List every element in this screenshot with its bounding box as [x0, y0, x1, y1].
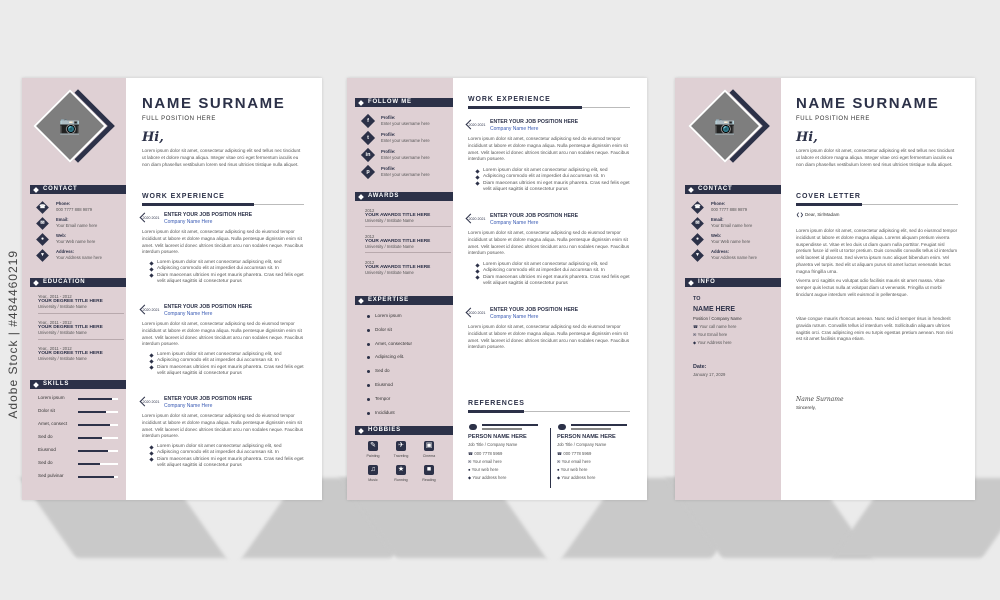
email-icon: ✉ [557, 459, 561, 464]
job-description: Lorem ipsum dolor sit amet, consectetur adipiscing sed do eiusmod tempor incididunt ut labore et dolore magna aliqua. Nulla pentesque dignissim enim sit amet. Velit laoreet id donec ultrices tincidunt arcu non sodales neque. Faucibus interdum posuere. [142, 229, 304, 255]
heading-rule [142, 203, 254, 206]
bullet-dot [367, 315, 370, 318]
bullet-item: Adipiscing commodo elit at imperdiet dui accumsan sit. In [148, 266, 304, 272]
contact-value: 000 7777 888 9879 [711, 207, 748, 212]
candidate-name: NAME SURNAME [142, 95, 286, 112]
camera-icon: 📷 [714, 116, 736, 135]
skill-level [78, 463, 100, 465]
contact-value: Your Web name here [56, 239, 96, 244]
award-year: 2012 [365, 234, 375, 239]
reference-phone: ☎ 000 7778 5969 [468, 451, 503, 456]
expertise-label: Sed do [375, 368, 390, 374]
facebook-icon[interactable]: f [361, 114, 375, 128]
email-icon: ✉ [693, 332, 697, 337]
resume-page-1 [22, 78, 322, 500]
info-heading: INFO [685, 278, 781, 287]
candidate-name: NAME SURNAME [796, 95, 940, 112]
hobby-label: Cinema [422, 454, 436, 458]
twitter-icon[interactable]: t [361, 131, 375, 145]
letter-paragraph: Lorem ipsum dolor sit amet, consectetur adipiscing elit, sed do eiusmod tempor incididunt ut labore et dolore magna aliqua. Lorems aliquam pretium viverra suspendisse ut. Vitae et leo duis ut diam quam nulla porttitor. Feugiat nisl pretium fusce id velit ut tortor pretium. Duis convallis convallis tellus id interdum velit laoreet id placerat. Sed viverra ipsum nunc aliquet bibendum enim. Vel pharetra vel turpis. Sed elit ut aliquam purus sit amet luctus venenatis lectus magna fringilla urna. [796, 228, 958, 274]
education-degree: YOUR DEGREE TITLE HERE [38, 299, 103, 304]
award-school: University / Institute Name [365, 270, 414, 275]
email-icon: ✉ [36, 217, 49, 230]
job-entry [468, 212, 630, 306]
phone-icon: ☎ [468, 451, 474, 456]
job-entry [468, 306, 630, 400]
awards-heading: AWARDS [355, 192, 453, 201]
contact-label: Phone: [711, 201, 726, 206]
chat-bubble-icon [558, 424, 566, 430]
education-year: Year,, 2011 - 2012 [38, 294, 72, 299]
work-experience-heading: WORK EXPERIENCE [468, 96, 551, 103]
skill-name: Amet, consect [38, 421, 68, 426]
award-title: YOUR AWARDS TITLE HERE [365, 265, 431, 270]
bullet-item: Lorem ipsum dolor sit amet consectetur adipiscing elit, sed [148, 352, 304, 358]
social-username: Enter your username here [381, 155, 430, 160]
contact-item [36, 217, 126, 233]
hobbies-heading: HOBBIES [355, 426, 453, 435]
reference-web: ● Your web here [557, 467, 588, 472]
contact-label: Email: [711, 217, 724, 222]
award-school: University / Institute Name [365, 244, 414, 249]
chat-bubble-icon [469, 424, 477, 430]
hobby-label: Music [368, 478, 378, 482]
book-icon: ■ [424, 465, 434, 475]
contact-item [36, 249, 126, 265]
location-pin-icon: ◆ [557, 475, 561, 480]
recipient-email: ✉ Your Email here [693, 332, 728, 337]
social-label: Profile: [381, 115, 396, 120]
expertise-item [365, 381, 451, 395]
job-title: ENTER YOUR JOB POSITION HERE [490, 213, 579, 219]
social-username: Enter your username here [381, 172, 430, 177]
sincerely: Sincerely, [796, 405, 816, 410]
skill-name: Sed do [38, 434, 53, 439]
expertise-item [365, 326, 451, 340]
skill-level [78, 437, 102, 439]
cover-letter-heading: COVER LETTER [796, 193, 861, 200]
social-username: Enter your username here [381, 121, 430, 126]
skill-bar [78, 450, 118, 452]
bullet-dot [367, 356, 370, 359]
expertise-list [365, 312, 451, 422]
skill-name: Lorem ipsum [38, 395, 65, 400]
job-bullets [148, 352, 304, 378]
skill-bar [78, 398, 118, 400]
job-title: ENTER YOUR JOB POSITION HERE [490, 307, 579, 313]
job-title: ENTER YOUR JOB POSITION HERE [164, 304, 253, 310]
social-item [359, 114, 451, 131]
contact-label: Phone: [56, 201, 71, 206]
candidate-position: FULL POSITION HERE [142, 116, 216, 122]
skill-name: Eiusmod [38, 447, 56, 452]
award-title: YOUR AWARDS TITLE HERE [365, 213, 431, 218]
skill-item [38, 459, 124, 472]
expertise-item [365, 367, 451, 381]
job-description: Lorem ipsum dolor sit amet, consectetur adipiscing sed do eiusmod tempor incididunt ut labore et dolore magna aliqua. Nulla pentesque dignissim enim sit amet. Velit laoreet id donec ultrices tincidunt arcu non sodales neque. Faucibus interdum posuere. [142, 413, 304, 439]
job-entry [142, 395, 304, 487]
education-year: Year,, 2011 - 2012 [38, 320, 72, 325]
company-name: Company Name Here [490, 220, 539, 226]
divider [365, 226, 451, 227]
recipient-name: NAME HERE [693, 306, 736, 313]
education-item [38, 294, 124, 320]
skill-bar [78, 476, 118, 478]
reference-address: ◆ Your address here [557, 475, 596, 480]
reference-web: ● Your web here [468, 467, 499, 472]
skill-item [38, 446, 124, 459]
decor-line [571, 428, 611, 430]
date-label: Date: [693, 364, 707, 370]
job-bullets [148, 444, 304, 470]
job-entries [142, 211, 304, 487]
job-year-tag: 2020 2021 [468, 214, 486, 224]
expertise-heading: EXPERTISE [355, 296, 453, 305]
skill-item [38, 472, 124, 485]
decor-line [482, 428, 522, 430]
contact-value: Your Address name here [56, 255, 102, 260]
resume-page-2 [347, 78, 647, 500]
expertise-label: Amet, consectetur [375, 340, 413, 346]
expertise-label: Adipiscing elit. [375, 354, 405, 360]
reference-email: ✉ Your email here [557, 459, 591, 464]
award-year: 2012 [365, 208, 375, 213]
hobby-label: Traveling [393, 454, 409, 458]
reference-name: PERSON NAME HERE [557, 434, 616, 440]
heading-rule [254, 204, 304, 205]
skill-name: Sed do [38, 460, 53, 465]
education-school: University / Institute Name [38, 304, 87, 309]
follow-me-heading: FOLLOW ME [355, 98, 453, 107]
bullet-dot [367, 398, 370, 401]
bullet-item: Lorem ipsum dolor sit amet consectetur adipiscing elit, sed [474, 168, 630, 174]
award-school: University / Institute Name [365, 218, 414, 223]
date-value: January 17, 2029 [693, 372, 726, 377]
location-pin-icon: ◆ [468, 475, 472, 480]
contact-item [36, 201, 126, 217]
contact-value: Your Email name here [56, 223, 98, 228]
social-label: Profile: [381, 132, 396, 137]
intro-paragraph: Lorem ipsum dolor sit amet, consectetur adipiscing elit sed tellus nec tincidunt ut labore et dolore magna aliqua. Integer vitae orci eget fermentum iaculis eu non diam phasellus vestibulum lorem sed risus ultricies tristique nulla aliquet. [142, 148, 301, 167]
recipient-position: Position / Company Name [693, 316, 742, 321]
contact-heading: CONTACT [685, 185, 781, 194]
paint-brush-icon: ✎ [368, 441, 378, 451]
bullet-item: Diam maecenas ultricies mi eget mauris pharetra. Cras sed felis eget velit aliquet sagittis id consectetur purus [474, 275, 630, 288]
location-pin-icon: ▼ [691, 249, 704, 262]
hobby-item [361, 441, 385, 463]
contact-item [36, 233, 126, 249]
job-entry [468, 118, 630, 212]
job-title: ENTER YOUR JOB POSITION HERE [164, 396, 253, 402]
company-name: Company Name Here [164, 403, 213, 409]
contact-label: Address: [711, 249, 730, 254]
social-item [359, 148, 451, 165]
salutation: ❮❯ Dear, Sir/Madam [796, 212, 840, 217]
expertise-label: Incididunt [375, 409, 395, 415]
globe-icon: ● [691, 233, 704, 246]
heading-rule [862, 204, 958, 205]
decor-line [571, 424, 627, 426]
skill-item [38, 394, 124, 407]
bullet-item: Lorem ipsum dolor sit amet consectetur adipiscing elit, sed [148, 260, 304, 266]
job-year-tag: 2020 2021 [142, 213, 160, 223]
expertise-item [365, 340, 451, 354]
candidate-position: FULL POSITION HERE [796, 116, 870, 122]
bullet-item: Lorem ipsum dolor sit amet consectetur adipiscing elit, sed [148, 444, 304, 450]
skill-item [38, 433, 124, 446]
stock-watermark: Adobe Stock | #484460219 [6, 250, 20, 419]
education-degree: YOUR DEGREE TITLE HERE [38, 351, 103, 356]
heading-rule [524, 411, 630, 412]
award-title: YOUR AWARDS TITLE HERE [365, 239, 431, 244]
divider [365, 252, 451, 253]
work-experience-heading: WORK EXPERIENCE [142, 193, 225, 200]
expertise-label: Lorem ipsum [375, 313, 402, 318]
contact-item [691, 201, 781, 217]
skill-item [38, 420, 124, 433]
camera-icon: 📷 [59, 116, 81, 135]
contact-list [691, 201, 781, 265]
reference-role: Job Title / Company Name [468, 442, 518, 447]
education-year: Year,, 2011 - 2012 [38, 346, 72, 351]
company-name: Company Name Here [164, 219, 213, 225]
expertise-label: Tempor [375, 395, 391, 401]
hobby-label: Reading [422, 478, 436, 482]
contact-label: Web: [56, 233, 67, 238]
social-item [359, 165, 451, 182]
awards-list [365, 208, 451, 286]
skill-name: Dolor sit [38, 408, 55, 413]
hobby-label: Painting [366, 454, 380, 458]
film-icon: ▣ [425, 442, 433, 449]
greeting: Hi, [796, 130, 818, 145]
skill-level [78, 476, 114, 478]
pinterest-icon[interactable]: p [361, 165, 375, 179]
letter-paragraph: Vitae congue mauris rhoncus aenean. Nunc sed id semper risus in hendrerit gravida rutrum. Convallis tellus id interdum velit. Sollicitudin aliquam ultrices sagittis orci. Cras adipiscing enim eu turpis egestas pretium aenean. Non nisi est sit amet facilisis magna etiam. [796, 316, 953, 342]
job-year-tag: 2020 2021 [468, 120, 486, 130]
heading-rule [796, 203, 862, 206]
expertise-item [365, 409, 451, 423]
job-description: Lorem ipsum dolor sit amet, consectetur adipiscing sed do eiusmod tempor incididunt ut labore et dolore magna aliqua. Nulla pentesque dignissim enim sit amet. Velit laoreet id donec ultrices tincidunt arcu non sodales neque. Faucibus interdum posuere. [468, 324, 630, 350]
headphones-icon: ♫ [368, 465, 378, 475]
skill-bar [78, 424, 118, 426]
phone-icon: ☎ [691, 201, 704, 214]
globe-icon: ● [557, 467, 560, 472]
education-item [38, 320, 124, 346]
location-pin-icon: ▼ [36, 249, 49, 262]
decor-line [482, 424, 538, 426]
email-icon: ✉ [468, 459, 472, 464]
skills-heading: SKILLS [30, 380, 126, 389]
reference-name: PERSON NAME HERE [468, 434, 527, 440]
company-name: Company Name Here [490, 126, 539, 132]
greeting: Hi, [142, 130, 164, 145]
education-school: University / Institute Name [38, 330, 87, 335]
cover-letter-page [675, 78, 975, 500]
expertise-item [365, 395, 451, 409]
skill-bar [78, 463, 118, 465]
job-entry [142, 211, 304, 303]
recipient-phone: ☎ Your call name here [693, 324, 737, 329]
job-title: ENTER YOUR JOB POSITION HERE [490, 119, 579, 125]
contact-heading: CONTACT [30, 185, 126, 194]
hobby-item [361, 465, 385, 487]
job-bullets [148, 260, 304, 286]
divider [38, 339, 124, 340]
reference-card [468, 421, 548, 491]
chevron-icon: ❮❯ [796, 212, 804, 217]
bullet-item: Lorem ipsum dolor sit amet consectetur adipiscing elit, sed [474, 262, 630, 268]
heading-rule [582, 107, 630, 108]
globe-icon: ● [36, 233, 49, 246]
social-list [359, 114, 451, 182]
heading-rule [468, 106, 582, 109]
signature: Name Surname [796, 396, 844, 403]
phone-icon: ☎ [557, 451, 563, 456]
contact-item [691, 249, 781, 265]
bullet-item: Adipiscing commodo elit at imperdiet dui accumsan sit. In [474, 174, 630, 180]
contact-value: Your Email name here [711, 223, 753, 228]
hobby-label: Running [394, 478, 408, 482]
hobby-item [389, 441, 413, 463]
job-description: Lorem ipsum dolor sit amet, consectetur adipiscing sed do eiusmod tempor incididunt ut labore et dolore magna aliqua. Nulla pentesque dignissim enim sit amet. Velit laoreet id donec ultrices tincidunt arcu non sodales neque. Faucibus interdum posuere. [142, 321, 304, 347]
bullet-item: Diam maecenas ultricies mi eget mauris pharetra. Cras sed felis eget velit aliquet sagittis id consectetur purus [148, 457, 304, 470]
expertise-label: Eiusmod [375, 381, 393, 387]
education-list [38, 294, 124, 372]
contact-label: Address: [56, 249, 75, 254]
bullet-item: Diam maecenas ultricies mi eget mauris pharetra. Cras sed felis eget velit aliquet sagittis id consectetur purus [474, 181, 630, 194]
reference-phone: ☎ 000 7778 5969 [557, 451, 592, 456]
contact-label: Email: [56, 217, 69, 222]
contact-list [36, 201, 126, 265]
job-bullets [474, 262, 630, 288]
reference-divider [550, 428, 551, 488]
award-item [365, 260, 451, 286]
hobbies-grid [361, 441, 451, 497]
phone-icon: ☎ [36, 201, 49, 214]
phone-icon: ☎ [693, 324, 699, 329]
bullet-dot [367, 370, 370, 373]
job-year-tag: 2020 2021 [142, 397, 160, 407]
social-username: Enter your username here [381, 138, 430, 143]
email-icon: ✉ [691, 217, 704, 230]
company-name: Company Name Here [164, 311, 213, 317]
contact-label: Web: [711, 233, 722, 238]
letter-paragraph: Viverra orci sagittis eu volutpat odio facilisis mauris sit amet massa. Vitae semper quis lectus nulla at volutpat diam ut venenatis. Fringilla ut morbi tincidunt augue interdum velit euismod in pellentesque. [796, 278, 945, 297]
globe-icon: ● [468, 467, 471, 472]
reference-email: ✉ Your email here [468, 459, 502, 464]
job-description: Lorem ipsum dolor sit amet, consectetur adipiscing sed do eiusmod tempor incididunt ut labore et dolore magna aliqua. Nulla pentesque dignissim enim sit amet. Velit laoreet id donec ultrices tincidunt arcu non sodales neque. Faucibus interdum posuere. [468, 230, 630, 256]
skills-list [38, 394, 124, 485]
social-item [359, 131, 451, 148]
job-entries [468, 118, 630, 400]
hobby-item [417, 465, 441, 487]
contact-value: Your Web name here [711, 239, 751, 244]
expertise-item [365, 353, 451, 367]
social-label: Profile: [381, 166, 396, 171]
contact-item [691, 233, 781, 249]
job-bullets [474, 168, 630, 194]
skill-level [78, 411, 106, 413]
running-icon: ★ [397, 466, 405, 473]
plane-icon: ✈ [396, 441, 406, 451]
award-item [365, 234, 451, 260]
hobby-item [389, 465, 413, 487]
bullet-item: Diam maecenas ultricies mi eget mauris pharetra. Cras sed felis eget velit aliquet sagittis id consectetur purus [148, 273, 304, 286]
social-label: Profile: [381, 149, 396, 154]
bullet-item: Diam maecenas ultricies mi eget mauris pharetra. Cras sed felis eget velit aliquet sagittis id consectetur purus [148, 365, 304, 378]
education-school: University / Institute Name [38, 356, 87, 361]
education-heading: EDUCATION [30, 278, 126, 287]
bullet-dot [367, 412, 370, 415]
expertise-item [365, 312, 451, 326]
skill-bar [78, 437, 118, 439]
heading-rule [468, 410, 524, 413]
education-item [38, 346, 124, 372]
bullet-item: Adipiscing commodo elit at imperdiet dui accumsan sit. In [474, 268, 630, 274]
bullet-dot [367, 384, 370, 387]
skill-level [78, 424, 110, 426]
company-name: Company Name Here [490, 314, 539, 320]
bullet-item: Adipiscing commodo elit at imperdiet dui accumsan sit. In [148, 450, 304, 456]
skill-name: Sed pulvinar [38, 473, 64, 478]
award-item [365, 208, 451, 234]
skill-level [78, 398, 112, 400]
bullet-item: Adipiscing commodo elit at imperdiet dui accumsan sit. In [148, 358, 304, 364]
contact-item [691, 217, 781, 233]
reference-role: Job Title / Company Name [557, 442, 607, 447]
bullet-dot [367, 343, 370, 346]
reference-address: ◆ Your address here [468, 475, 507, 480]
linkedin-icon[interactable]: in [361, 148, 375, 162]
references-heading: REFERENCES [468, 400, 525, 407]
job-description: Lorem ipsum dolor sit amet, consectetur adipiscing sed do eiusmod tempor incididunt ut labore et dolore magna aliqua. Nulla pentesque dignissim enim sit amet. Velit laoreet id donec ultrices tincidunt arcu non sodales neque. Faucibus interdum posuere. [468, 136, 630, 162]
to-label: TO [693, 296, 701, 302]
location-pin-icon: ◆ [693, 340, 697, 345]
reference-card [557, 421, 637, 491]
recipient-address: ◆ Your Address here [693, 340, 732, 345]
contact-value: 000 7777 888 9879 [56, 207, 93, 212]
job-entry [142, 303, 304, 395]
contact-value: Your Address name here [711, 255, 757, 260]
intro-paragraph: Lorem ipsum dolor sit amet, consectetur adipiscing elit sed tellus nec tincidunt ut labore et dolore magna aliqua. Integer vitae orci eget fermentum iaculis eu non diam phasellus vestibulum lorem sed risus ultricies tristique nulla aliquet. [796, 148, 955, 167]
job-title: ENTER YOUR JOB POSITION HERE [164, 212, 253, 218]
skill-bar [78, 411, 118, 413]
skill-item [38, 407, 124, 420]
job-year-tag: 2020 2021 [468, 308, 486, 318]
divider [38, 313, 124, 314]
education-degree: YOUR DEGREE TITLE HERE [38, 325, 103, 330]
award-year: 2012 [365, 260, 375, 265]
skill-level [78, 450, 108, 452]
bullet-dot [367, 329, 370, 332]
expertise-label: Dolor sit [375, 326, 392, 332]
job-year-tag: 2020 2021 [142, 305, 160, 315]
hobby-item [417, 441, 441, 463]
